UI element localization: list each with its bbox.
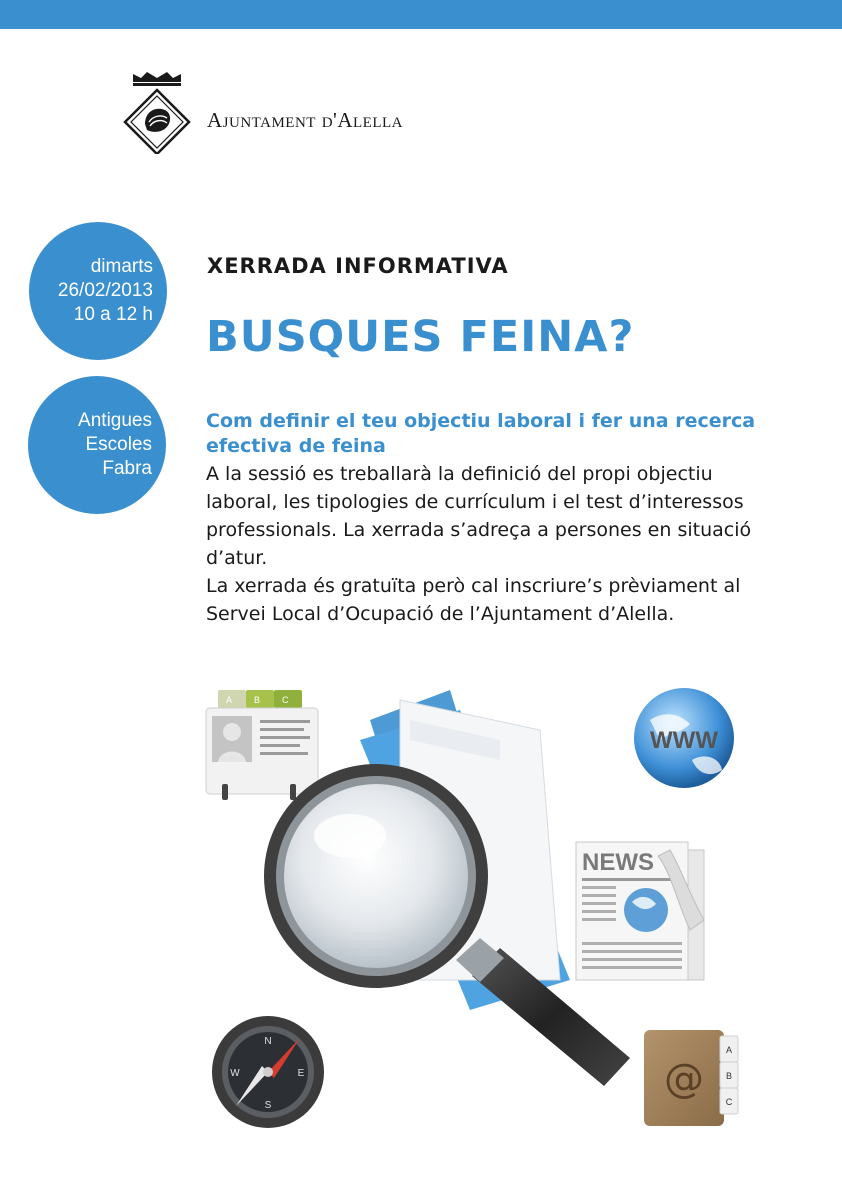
book-tab-a: A xyxy=(725,1045,733,1055)
session-subtitle: Com definir el teu objectiu laboral i fer una recerca efectiva de feina xyxy=(206,410,756,457)
event-time: 10 a 12 h xyxy=(73,304,153,325)
compass-west-label: W xyxy=(230,1068,240,1079)
globe-www-text: WWW xyxy=(650,727,718,754)
top-color-bar xyxy=(0,0,842,29)
event-weekday: dimarts xyxy=(90,256,153,277)
at-sign-icon: @ xyxy=(664,1056,704,1102)
www-globe-icon xyxy=(634,688,734,788)
event-date: 26/02/2013 xyxy=(57,280,153,301)
compass-north-label: N xyxy=(264,1036,272,1047)
book-tab-c: C xyxy=(725,1097,733,1107)
venue-line-3: Fabra xyxy=(102,458,152,479)
municipal-coat-of-arms-icon xyxy=(123,72,191,154)
date-circle xyxy=(29,222,167,360)
compass-south-label: S xyxy=(264,1100,272,1111)
session-description xyxy=(206,460,766,628)
news-heading-text: NEWS xyxy=(582,849,654,876)
address-book-icon xyxy=(644,1030,738,1126)
newspaper-icon xyxy=(576,842,704,980)
event-type-heading: XERRADA INFORMATIVA xyxy=(207,254,509,278)
description-paragraph-1: A la sessió es treballarà la definició del propi objectiu laboral, les tipologies de currículum i el test d’interessos professionals. La xerrada s’adreça a persones en situació d’atur. xyxy=(206,463,752,569)
venue-line-2: Escoles xyxy=(85,434,152,455)
compass-icon xyxy=(212,1016,324,1128)
poster-title: BUSQUES FEINA? xyxy=(206,312,635,362)
description-paragraph-2: La xerrada és gratuïta però cal inscriure’s prèviament al Servei Local d’Ocupació de l’Ajuntament d’Alella. xyxy=(206,575,741,625)
compass-east-label: E xyxy=(297,1068,305,1079)
book-tab-b: B xyxy=(725,1071,733,1081)
contact-card-icon xyxy=(206,690,318,800)
venue-line-1: Antigues xyxy=(78,410,152,431)
card-tab-b: B xyxy=(254,695,261,705)
job-search-illustration xyxy=(200,680,760,1140)
magnifying-glass-icon xyxy=(264,764,630,1086)
card-tab-c: C xyxy=(282,695,289,705)
venue-circle xyxy=(28,376,166,514)
card-tab-a: A xyxy=(226,695,233,705)
municipality-name: Ajuntament d'Alella xyxy=(207,108,403,132)
